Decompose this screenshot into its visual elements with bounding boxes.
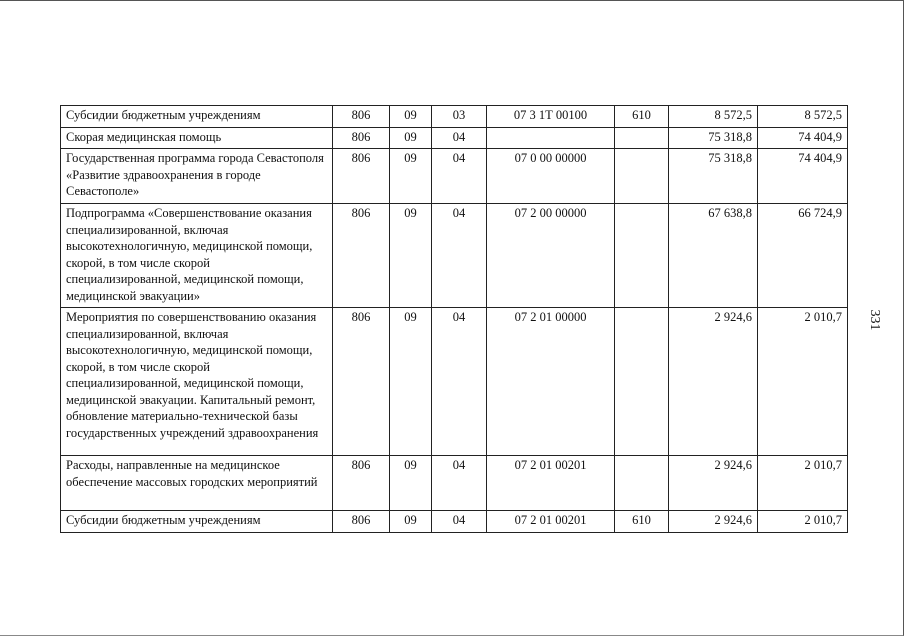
row-expense-type-code: 610 (615, 106, 669, 128)
row-subsection-code: 03 (432, 106, 487, 128)
row-name: Государственная программа города Севастополя «Развитие здравоохранения в городе Севастополе» (61, 149, 333, 204)
row-section-code: 09 (390, 149, 432, 204)
row-grbs-code: 806 (333, 204, 390, 308)
row-amount-2: 74 404,9 (758, 149, 848, 204)
row-grbs-code: 806 (333, 308, 390, 456)
row-target-article-code: 07 3 1Т 00100 (487, 106, 615, 128)
table-row (61, 204, 848, 308)
row-name: Мероприятия по совершенствованию оказания специализированной, включая высокотехнологичную, медицинской помощи, скорой, в том числе скорой специализированной, медицинской помощи, медицинской эвакуации. Капитальный ремонт, обновление материально-технической базы государственных учреждений здравоохранения (61, 308, 333, 456)
row-expense-type-code (615, 308, 669, 456)
row-subsection-code: 04 (432, 127, 487, 149)
row-section-code: 09 (390, 308, 432, 456)
budget-table (60, 105, 848, 533)
row-grbs-code: 806 (333, 127, 390, 149)
row-section-code: 09 (390, 456, 432, 511)
row-amount-2: 66 724,9 (758, 204, 848, 308)
row-amount-1: 8 572,5 (669, 106, 758, 128)
row-section-code: 09 (390, 511, 432, 533)
row-section-code: 09 (390, 127, 432, 149)
row-name: Расходы, направленные на медицинское обеспечение массовых городских мероприятий (61, 456, 333, 511)
row-section-code: 09 (390, 204, 432, 308)
table-row (61, 149, 848, 204)
row-section-code: 09 (390, 106, 432, 128)
row-name: Скорая медицинская помощь (61, 127, 333, 149)
row-grbs-code: 806 (333, 106, 390, 128)
table-row (61, 308, 848, 456)
row-expense-type-code (615, 127, 669, 149)
table-row (61, 127, 848, 149)
page-number: 331 (867, 309, 882, 331)
row-name: Субсидии бюджетным учреждениям (61, 106, 333, 128)
table-row (61, 106, 848, 128)
row-target-article-code: 07 2 01 00201 (487, 511, 615, 533)
row-target-article-code: 07 2 01 00000 (487, 308, 615, 456)
row-amount-2: 2 010,7 (758, 308, 848, 456)
row-subsection-code: 04 (432, 456, 487, 511)
row-subsection-code: 04 (432, 204, 487, 308)
row-grbs-code: 806 (333, 511, 390, 533)
row-target-article-code: 07 2 01 00201 (487, 456, 615, 511)
row-amount-1: 75 318,8 (669, 127, 758, 149)
row-amount-1: 2 924,6 (669, 456, 758, 511)
row-grbs-code: 806 (333, 456, 390, 511)
row-amount-1: 2 924,6 (669, 308, 758, 456)
row-expense-type-code (615, 204, 669, 308)
row-amount-2: 2 010,7 (758, 511, 848, 533)
row-subsection-code: 04 (432, 308, 487, 456)
row-target-article-code: 07 2 00 00000 (487, 204, 615, 308)
row-amount-2: 8 572,5 (758, 106, 848, 128)
row-subsection-code: 04 (432, 511, 487, 533)
row-amount-2: 74 404,9 (758, 127, 848, 149)
row-name: Подпрограмма «Совершенствование оказания специализированной, включая высокотехнологичную, медицинской помощи, скорой, в том числе скорой специализированной, медицинской помощи, медицинской эвакуации» (61, 204, 333, 308)
row-expense-type-code: 610 (615, 511, 669, 533)
row-expense-type-code (615, 456, 669, 511)
row-subsection-code: 04 (432, 149, 487, 204)
row-name: Субсидии бюджетным учреждениям (61, 511, 333, 533)
row-amount-1: 67 638,8 (669, 204, 758, 308)
row-target-article-code (487, 127, 615, 149)
row-amount-1: 75 318,8 (669, 149, 758, 204)
row-expense-type-code (615, 149, 669, 204)
table-row (61, 511, 848, 533)
row-target-article-code: 07 0 00 00000 (487, 149, 615, 204)
row-amount-1: 2 924,6 (669, 511, 758, 533)
row-grbs-code: 806 (333, 149, 390, 204)
table-row (61, 456, 848, 511)
row-amount-2: 2 010,7 (758, 456, 848, 511)
